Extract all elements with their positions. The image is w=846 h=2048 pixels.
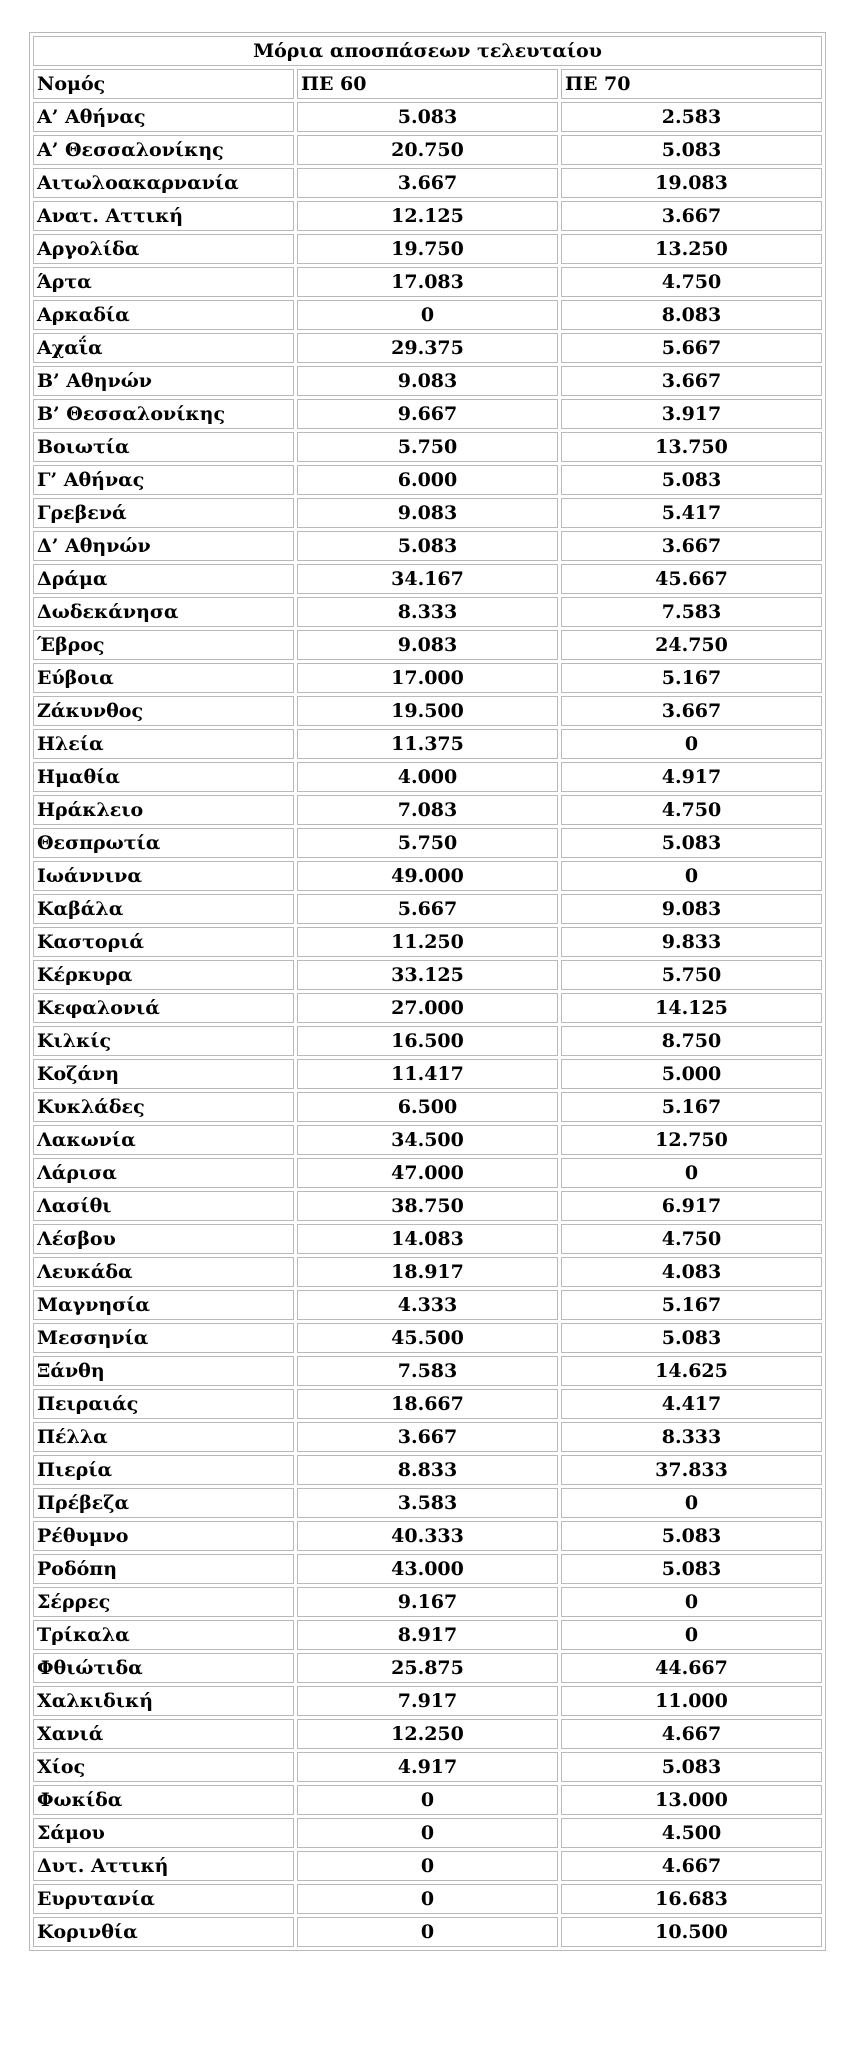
- region-cell: Λέσβου: [33, 1224, 294, 1254]
- table-row: [33, 960, 822, 990]
- table-row: [33, 1818, 822, 1848]
- pe70-cell: 10.500: [561, 1917, 822, 1947]
- region-cell: Δ’ Αθηνών: [33, 531, 294, 561]
- table-row: [33, 1125, 822, 1155]
- pe60-cell: 5.750: [297, 432, 558, 462]
- pe70-cell: 5.083: [561, 828, 822, 858]
- region-cell: Φθιώτιδα: [33, 1653, 294, 1683]
- table-header-row: [33, 69, 822, 99]
- table-row: [33, 1884, 822, 1914]
- pe70-cell: 13.000: [561, 1785, 822, 1815]
- pe60-cell: 4.000: [297, 762, 558, 792]
- pe60-cell: 11.417: [297, 1059, 558, 1089]
- pe60-cell: 8.917: [297, 1620, 558, 1650]
- pe60-cell: 38.750: [297, 1191, 558, 1221]
- pe70-cell: 5.667: [561, 333, 822, 363]
- region-cell: Αιτωλοακαρνανία: [33, 168, 294, 198]
- table-row: [33, 267, 822, 297]
- pe60-cell: 9.083: [297, 498, 558, 528]
- region-cell: Βοιωτία: [33, 432, 294, 462]
- region-cell: Λάρισα: [33, 1158, 294, 1188]
- pe70-cell: 7.583: [561, 597, 822, 627]
- pe70-cell: 3.667: [561, 201, 822, 231]
- table-row: [33, 1587, 822, 1617]
- pe70-cell: 44.667: [561, 1653, 822, 1683]
- table-row: [33, 1488, 822, 1518]
- region-cell: Κορινθία: [33, 1917, 294, 1947]
- table-row: [33, 168, 822, 198]
- pe70-cell: 4.750: [561, 795, 822, 825]
- pe60-cell: 3.667: [297, 168, 558, 198]
- pe60-cell: 9.167: [297, 1587, 558, 1617]
- table-row: [33, 1554, 822, 1584]
- table-row: [33, 1257, 822, 1287]
- table-row: [33, 564, 822, 594]
- pe60-cell: 40.333: [297, 1521, 558, 1551]
- table-row: [33, 1158, 822, 1188]
- region-cell: Λακωνία: [33, 1125, 294, 1155]
- region-cell: Αχαΐα: [33, 333, 294, 363]
- pe70-cell: 37.833: [561, 1455, 822, 1485]
- table-row: [33, 201, 822, 231]
- pe70-cell: 5.417: [561, 498, 822, 528]
- pe60-cell: 33.125: [297, 960, 558, 990]
- table-row: [33, 762, 822, 792]
- region-cell: Α’ Αθήνας: [33, 102, 294, 132]
- pe60-cell: 18.667: [297, 1389, 558, 1419]
- pe70-cell: 13.250: [561, 234, 822, 264]
- pe70-cell: 3.667: [561, 366, 822, 396]
- pe60-cell: 43.000: [297, 1554, 558, 1584]
- moria-table: [29, 32, 826, 1951]
- pe60-cell: 4.917: [297, 1752, 558, 1782]
- table-body: [33, 102, 822, 1947]
- pe60-cell: 7.083: [297, 795, 558, 825]
- table-row: [33, 1620, 822, 1650]
- pe70-cell: 3.917: [561, 399, 822, 429]
- region-cell: Κυκλάδες: [33, 1092, 294, 1122]
- column-header-nomos: Νομός: [33, 69, 294, 99]
- pe60-cell: 0: [297, 1851, 558, 1881]
- table-row: [33, 894, 822, 924]
- region-cell: Γ’ Αθήνας: [33, 465, 294, 495]
- region-cell: Ανατ. Αττική: [33, 201, 294, 231]
- pe60-cell: 5.083: [297, 531, 558, 561]
- pe60-cell: 34.500: [297, 1125, 558, 1155]
- region-cell: Σέρρες: [33, 1587, 294, 1617]
- pe60-cell: 9.667: [297, 399, 558, 429]
- pe70-cell: 5.167: [561, 1092, 822, 1122]
- table-row: [33, 498, 822, 528]
- region-cell: Ροδόπη: [33, 1554, 294, 1584]
- region-cell: Ζάκυνθος: [33, 696, 294, 726]
- pe60-cell: 6.500: [297, 1092, 558, 1122]
- pe70-cell: 5.167: [561, 663, 822, 693]
- region-cell: Πιερία: [33, 1455, 294, 1485]
- table-row: [33, 1356, 822, 1386]
- pe60-cell: 27.000: [297, 993, 558, 1023]
- pe70-cell: 4.667: [561, 1719, 822, 1749]
- pe60-cell: 0: [297, 1785, 558, 1815]
- pe70-cell: 5.000: [561, 1059, 822, 1089]
- region-cell: Ηράκλειο: [33, 795, 294, 825]
- pe70-cell: 4.500: [561, 1818, 822, 1848]
- region-cell: Φωκίδα: [33, 1785, 294, 1815]
- pe60-cell: 3.583: [297, 1488, 558, 1518]
- pe60-cell: 0: [297, 1917, 558, 1947]
- pe70-cell: 9.083: [561, 894, 822, 924]
- pe60-cell: 47.000: [297, 1158, 558, 1188]
- pe70-cell: 4.750: [561, 1224, 822, 1254]
- table-row: [33, 1323, 822, 1353]
- table-row: [33, 927, 822, 957]
- pe60-cell: 0: [297, 1818, 558, 1848]
- region-cell: Κοζάνη: [33, 1059, 294, 1089]
- table-row: [33, 795, 822, 825]
- pe70-cell: 4.417: [561, 1389, 822, 1419]
- region-cell: Γρεβενά: [33, 498, 294, 528]
- pe70-cell: 4.917: [561, 762, 822, 792]
- table-row: [33, 399, 822, 429]
- region-cell: Άρτα: [33, 267, 294, 297]
- region-cell: Δράμα: [33, 564, 294, 594]
- region-cell: Καβάλα: [33, 894, 294, 924]
- pe60-cell: 9.083: [297, 630, 558, 660]
- pe60-cell: 29.375: [297, 333, 558, 363]
- table-row: [33, 1191, 822, 1221]
- pe60-cell: 45.500: [297, 1323, 558, 1353]
- pe70-cell: 5.083: [561, 1554, 822, 1584]
- region-cell: Μαγνησία: [33, 1290, 294, 1320]
- region-cell: Χαλκιδική: [33, 1686, 294, 1716]
- pe60-cell: 9.083: [297, 366, 558, 396]
- pe60-cell: 19.750: [297, 234, 558, 264]
- region-cell: Χανιά: [33, 1719, 294, 1749]
- column-header-pe70: ΠΕ 70: [561, 69, 822, 99]
- pe70-cell: 5.083: [561, 465, 822, 495]
- table-row: [33, 1026, 822, 1056]
- pe70-cell: 0: [561, 1158, 822, 1188]
- table-row: [33, 333, 822, 363]
- region-cell: Σάμου: [33, 1818, 294, 1848]
- table-row: [33, 1686, 822, 1716]
- region-cell: Πειραιάς: [33, 1389, 294, 1419]
- region-cell: Αρκαδία: [33, 300, 294, 330]
- table-row: [33, 102, 822, 132]
- pe60-cell: 11.250: [297, 927, 558, 957]
- pe60-cell: 12.250: [297, 1719, 558, 1749]
- pe70-cell: 11.000: [561, 1686, 822, 1716]
- pe60-cell: 5.667: [297, 894, 558, 924]
- table-row: [33, 993, 822, 1023]
- pe60-cell: 6.000: [297, 465, 558, 495]
- column-header-pe60: ΠΕ 60: [297, 69, 558, 99]
- pe70-cell: 0: [561, 1488, 822, 1518]
- pe70-cell: 5.083: [561, 1323, 822, 1353]
- pe60-cell: 5.750: [297, 828, 558, 858]
- table-row: [33, 1653, 822, 1683]
- pe70-cell: 8.333: [561, 1422, 822, 1452]
- pe70-cell: 0: [561, 729, 822, 759]
- pe70-cell: 5.083: [561, 1521, 822, 1551]
- pe70-cell: 16.683: [561, 1884, 822, 1914]
- document-page: [29, 32, 820, 1951]
- pe60-cell: 20.750: [297, 135, 558, 165]
- region-cell: Αργολίδα: [33, 234, 294, 264]
- region-cell: Εύβοια: [33, 663, 294, 693]
- region-cell: Χίος: [33, 1752, 294, 1782]
- pe70-cell: 0: [561, 1587, 822, 1617]
- pe60-cell: 12.125: [297, 201, 558, 231]
- region-cell: Δυτ. Αττική: [33, 1851, 294, 1881]
- region-cell: Ξάνθη: [33, 1356, 294, 1386]
- table-row: [33, 861, 822, 891]
- pe60-cell: 49.000: [297, 861, 558, 891]
- pe60-cell: 18.917: [297, 1257, 558, 1287]
- pe70-cell: 4.750: [561, 267, 822, 297]
- pe60-cell: 11.375: [297, 729, 558, 759]
- pe60-cell: 16.500: [297, 1026, 558, 1056]
- pe60-cell: 25.875: [297, 1653, 558, 1683]
- pe70-cell: 45.667: [561, 564, 822, 594]
- pe70-cell: 5.750: [561, 960, 822, 990]
- pe70-cell: 4.667: [561, 1851, 822, 1881]
- pe70-cell: 0: [561, 861, 822, 891]
- pe60-cell: 0: [297, 1884, 558, 1914]
- pe70-cell: 5.167: [561, 1290, 822, 1320]
- pe60-cell: 3.667: [297, 1422, 558, 1452]
- table-row: [33, 1422, 822, 1452]
- region-cell: Θεσπρωτία: [33, 828, 294, 858]
- table-title: Μόρια αποσπάσεων τελευταίου: [33, 36, 822, 66]
- region-cell: Λευκάδα: [33, 1257, 294, 1287]
- pe70-cell: 0: [561, 1620, 822, 1650]
- region-cell: Κιλκίς: [33, 1026, 294, 1056]
- table-row: [33, 1389, 822, 1419]
- table-row: [33, 234, 822, 264]
- pe60-cell: 0: [297, 300, 558, 330]
- pe70-cell: 24.750: [561, 630, 822, 660]
- pe70-cell: 12.750: [561, 1125, 822, 1155]
- pe70-cell: 13.750: [561, 432, 822, 462]
- table-row: [33, 597, 822, 627]
- pe60-cell: 19.500: [297, 696, 558, 726]
- table-row: [33, 1719, 822, 1749]
- region-cell: Δωδεκάνησα: [33, 597, 294, 627]
- pe70-cell: 5.083: [561, 1752, 822, 1782]
- pe70-cell: 14.125: [561, 993, 822, 1023]
- pe60-cell: 17.083: [297, 267, 558, 297]
- pe60-cell: 8.833: [297, 1455, 558, 1485]
- region-cell: Καστοριά: [33, 927, 294, 957]
- pe60-cell: 4.333: [297, 1290, 558, 1320]
- table-row: [33, 1851, 822, 1881]
- table-row: [33, 828, 822, 858]
- region-cell: Ημαθία: [33, 762, 294, 792]
- pe70-cell: 19.083: [561, 168, 822, 198]
- table-row: [33, 1092, 822, 1122]
- table-row: [33, 1224, 822, 1254]
- table-row: [33, 1752, 822, 1782]
- table-row: [33, 729, 822, 759]
- pe70-cell: 2.583: [561, 102, 822, 132]
- table-row: [33, 432, 822, 462]
- table-row: [33, 1290, 822, 1320]
- pe70-cell: 3.667: [561, 696, 822, 726]
- pe70-cell: 6.917: [561, 1191, 822, 1221]
- pe60-cell: 8.333: [297, 597, 558, 627]
- region-cell: Ευρυτανία: [33, 1884, 294, 1914]
- region-cell: Β’ Θεσσαλονίκης: [33, 399, 294, 429]
- pe70-cell: 14.625: [561, 1356, 822, 1386]
- table-row: [33, 300, 822, 330]
- table-row: [33, 696, 822, 726]
- region-cell: Ρέθυμνο: [33, 1521, 294, 1551]
- region-cell: Έβρος: [33, 630, 294, 660]
- table-title-row: [33, 36, 822, 66]
- region-cell: Μεσσηνία: [33, 1323, 294, 1353]
- table-row: [33, 1059, 822, 1089]
- region-cell: Ηλεία: [33, 729, 294, 759]
- table-row: [33, 531, 822, 561]
- region-cell: Κέρκυρα: [33, 960, 294, 990]
- table-row: [33, 630, 822, 660]
- pe60-cell: 17.000: [297, 663, 558, 693]
- region-cell: Τρίκαλα: [33, 1620, 294, 1650]
- table-row: [33, 1521, 822, 1551]
- pe60-cell: 14.083: [297, 1224, 558, 1254]
- region-cell: Πρέβεζα: [33, 1488, 294, 1518]
- pe70-cell: 8.750: [561, 1026, 822, 1056]
- region-cell: Β’ Αθηνών: [33, 366, 294, 396]
- pe70-cell: 9.833: [561, 927, 822, 957]
- pe60-cell: 5.083: [297, 102, 558, 132]
- pe70-cell: 5.083: [561, 135, 822, 165]
- table-row: [33, 135, 822, 165]
- pe60-cell: 7.583: [297, 1356, 558, 1386]
- pe60-cell: 7.917: [297, 1686, 558, 1716]
- pe70-cell: 8.083: [561, 300, 822, 330]
- pe70-cell: 4.083: [561, 1257, 822, 1287]
- table-row: [33, 366, 822, 396]
- region-cell: Α’ Θεσσαλονίκης: [33, 135, 294, 165]
- table-row: [33, 1785, 822, 1815]
- table-row: [33, 663, 822, 693]
- region-cell: Κεφαλονιά: [33, 993, 294, 1023]
- region-cell: Ιωάννινα: [33, 861, 294, 891]
- region-cell: Λασίθι: [33, 1191, 294, 1221]
- pe70-cell: 3.667: [561, 531, 822, 561]
- pe60-cell: 34.167: [297, 564, 558, 594]
- table-row: [33, 465, 822, 495]
- region-cell: Πέλλα: [33, 1422, 294, 1452]
- table-row: [33, 1455, 822, 1485]
- table-row: [33, 1917, 822, 1947]
